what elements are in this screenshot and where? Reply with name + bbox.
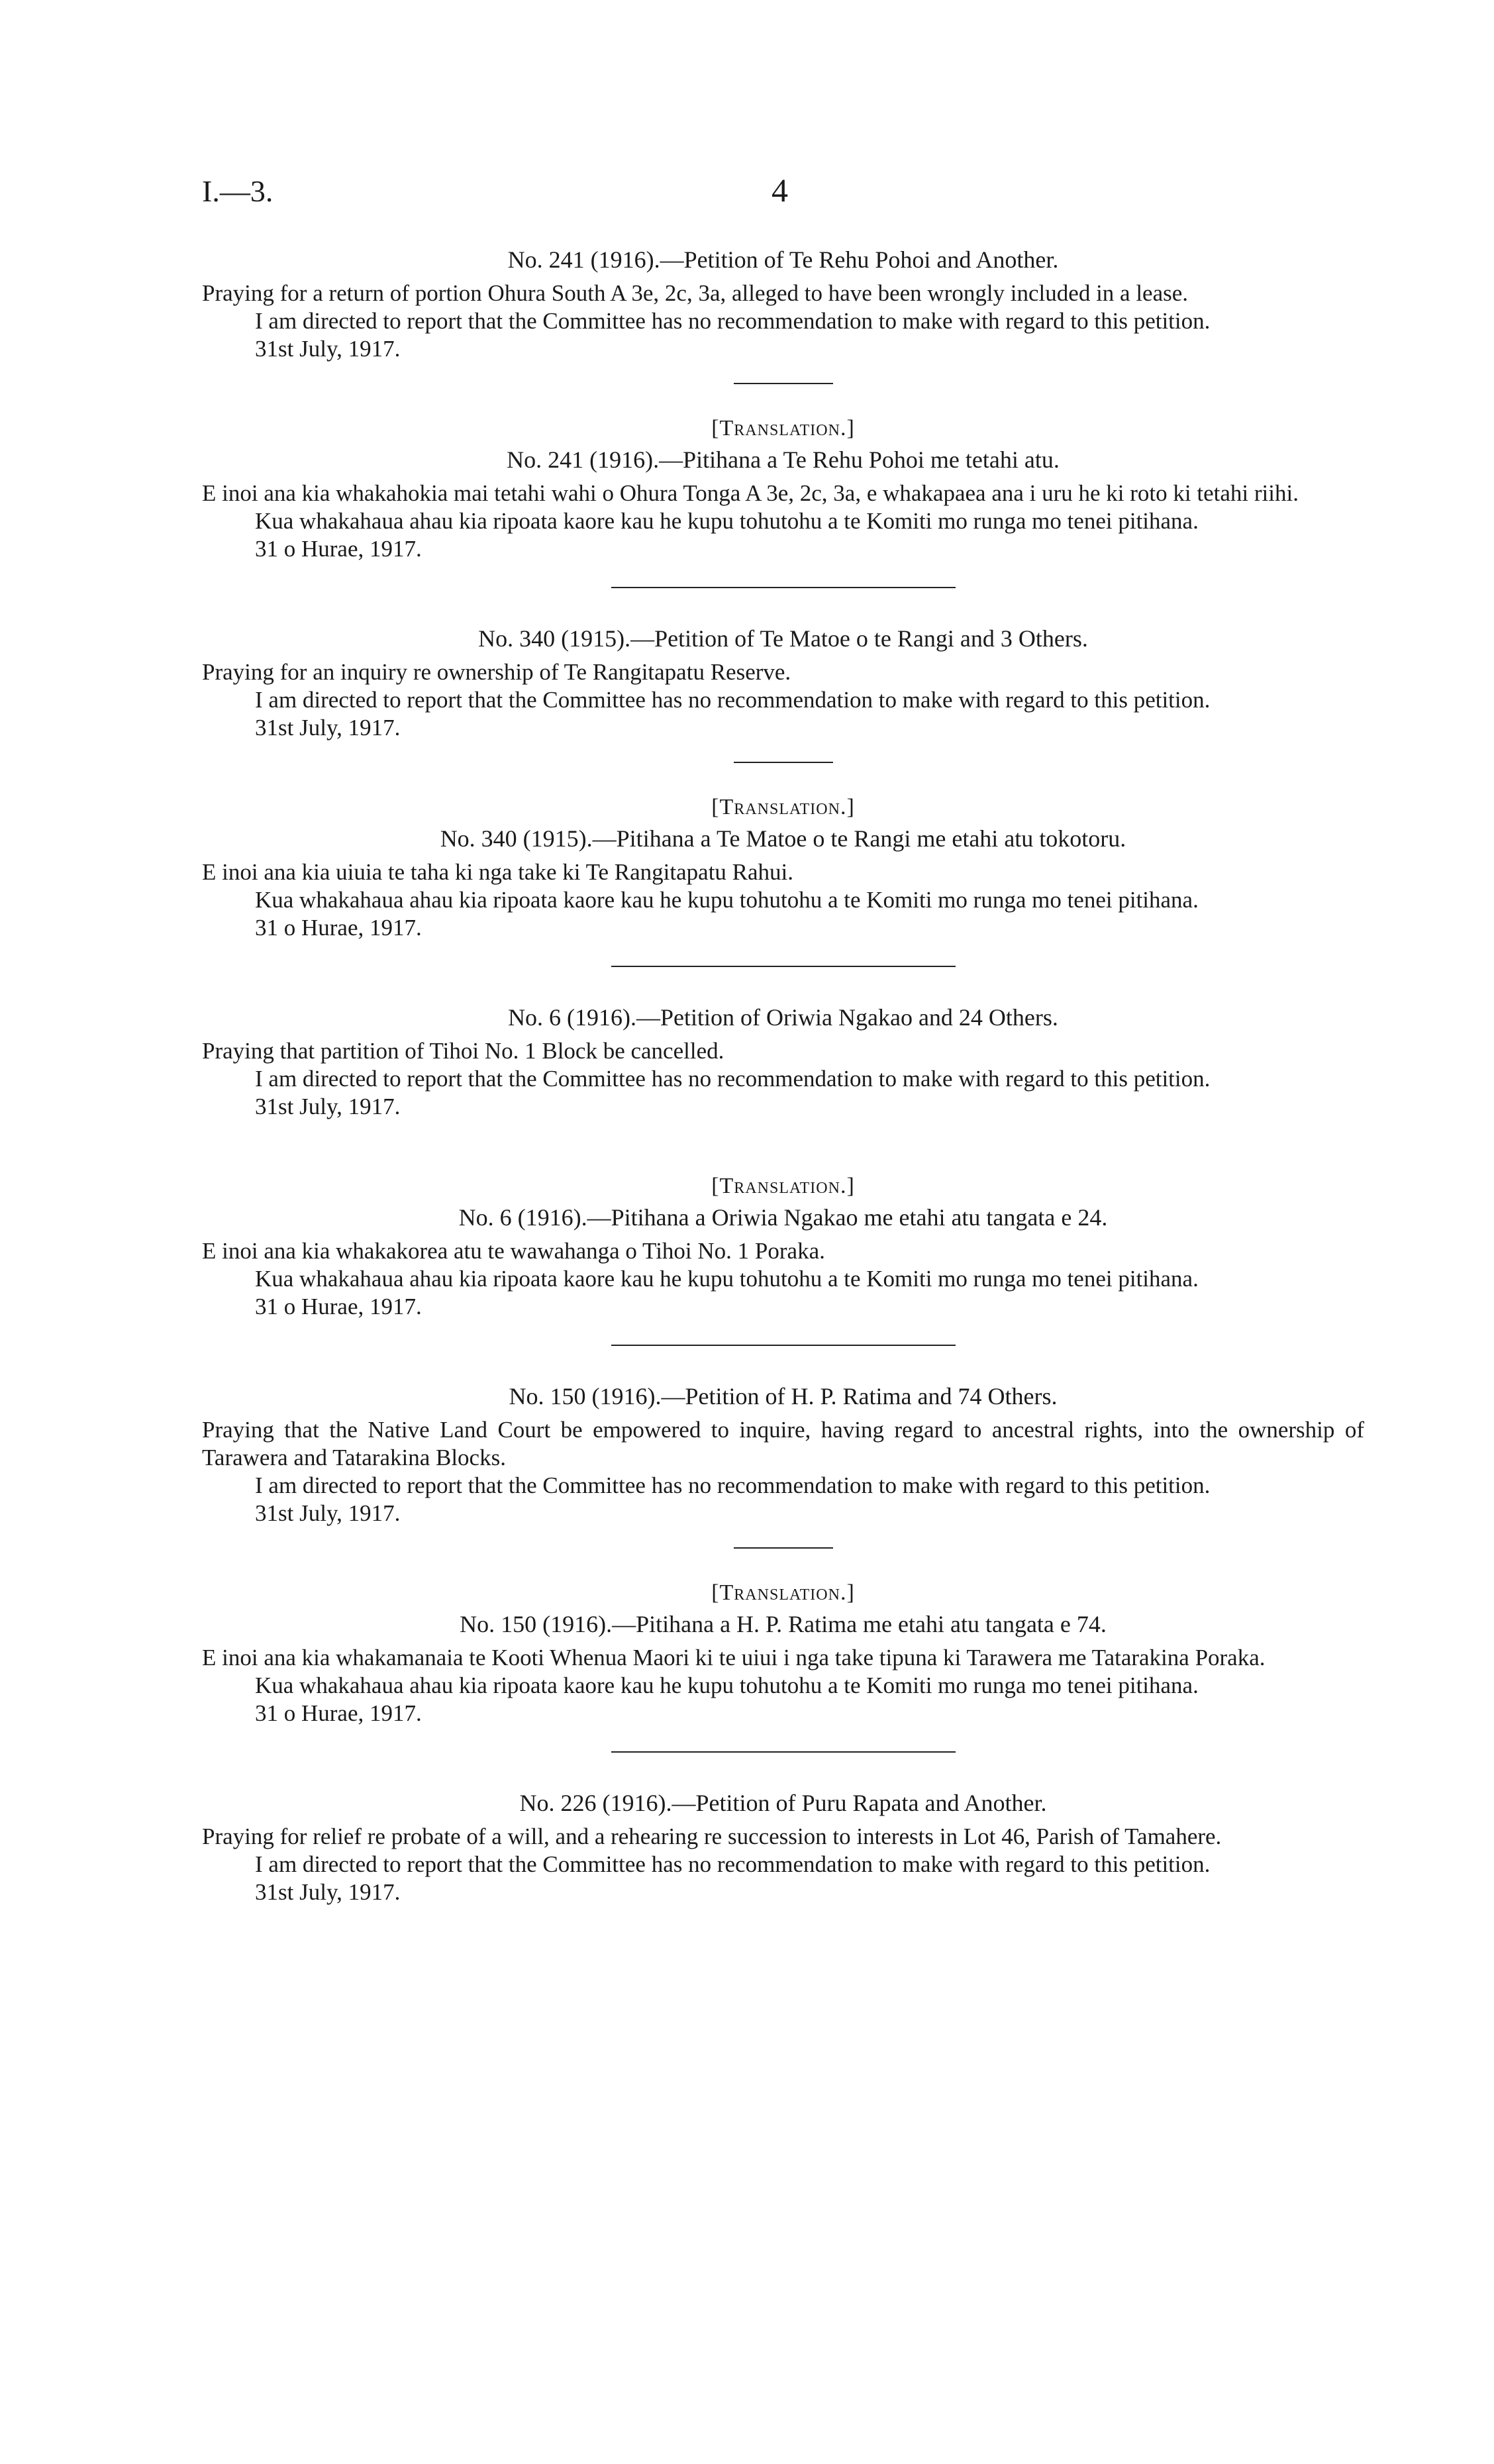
petition-title: No. 226 (1916).—Petition of Puru Rapata and Another. [519, 1790, 1047, 1816]
translation-report: Kua whakahaua ahau kia ripoata kaore kau he kupu tohutohu a te Komiti mo runga mo tenei pitihana. [255, 1266, 1199, 1292]
document-body [202, 245, 1364, 1906]
translation-label: [Translation.] [711, 416, 855, 440]
petition-6-translation [202, 1172, 1364, 1321]
petition-150-english [202, 1382, 1364, 1527]
petition-date: 31st July, 1917. [255, 715, 401, 741]
petition-6-english [202, 1003, 1364, 1121]
petition-241-english [202, 245, 1364, 363]
petition-title: No. 150 (1916).—Petition of H. P. Ratima and 74 Others. [509, 1383, 1058, 1410]
petition-340-english [202, 624, 1364, 742]
petition-report: I am directed to report that the Committee has no recommendation to make with regard to this petition. [255, 1066, 1211, 1092]
petition-report: I am directed to report that the Committee has no recommendation to make with regard to this petition. [255, 1472, 1211, 1498]
translation-praying: E inoi ana kia uiuia te taha ki nga take ki Te Rangitapatu Rahui. [202, 859, 794, 885]
petition-praying: Praying that partition of Tihoi No. 1 Block be cancelled. [202, 1038, 724, 1064]
translation-title: No. 241 (1916).—Pitihana a Te Rehu Pohoi me tetahi atu. [507, 446, 1060, 473]
petition-praying: Praying for an inquiry re ownership of Te Rangitapatu Reserve. [202, 659, 791, 685]
translation-title: No. 6 (1916).—Pitihana a Oriwia Ngakao me etahi atu tangata e 24. [458, 1204, 1108, 1231]
translation-report: Kua whakahaua ahau kia ripoata kaore kau he kupu tohutohu a te Komiti mo runga mo tenei pitihana. [255, 887, 1199, 913]
translation-praying: E inoi ana kia whakahokia mai tetahi wahi o Ohura Tonga A 3e, 2c, 3a, e whakapaea ana i uru he ki roto ki tetahi riihi. [202, 480, 1299, 506]
section-divider [734, 762, 833, 763]
translation-praying: E inoi ana kia whakakorea atu te wawahanga o Tihoi No. 1 Poraka. [202, 1238, 825, 1264]
petition-title: No. 6 (1916).—Petition of Oriwia Ngakao and 24 Others. [508, 1004, 1058, 1031]
section-divider [734, 1141, 833, 1142]
petition-340-translation [202, 794, 1364, 942]
translation-title: No. 340 (1915).—Pitihana a Te Matoe o te Rangi me etahi atu tokotoru. [440, 825, 1126, 852]
section-divider [611, 587, 956, 588]
translation-date: 31 o Hurae, 1917. [255, 915, 422, 941]
translation-label: [Translation.] [711, 1174, 855, 1198]
petition-226-english [202, 1788, 1364, 1906]
section-divider [611, 1751, 956, 1753]
section-divider [734, 383, 833, 384]
section-divider [611, 966, 956, 967]
petition-praying: Praying for relief re probate of a will, and a rehearing re succession to interests in Lot 46, Parish of Tamahere. [202, 1823, 1222, 1849]
page-number: 4 [772, 172, 788, 209]
petition-praying: Praying for a return of portion Ohura South A 3e, 2c, 3a, alleged to have been wrongly included in a lease. [202, 280, 1189, 306]
section-divider [611, 1345, 956, 1346]
petition-date: 31st July, 1917. [255, 1500, 401, 1526]
document-reference: I.—3. [202, 174, 274, 208]
petition-date: 31st July, 1917. [255, 1879, 401, 1905]
petition-praying: Praying that the Native Land Court be empowered to inquire, having regard to ancestral rights, into the ownership of Tarawera and Tatarakina Blocks. [202, 1417, 1364, 1470]
translation-praying: E inoi ana kia whakamanaia te Kooti Whenua Maori ki te uiui i nga take tipuna ki Tarawera me Tatarakina Poraka. [202, 1645, 1266, 1670]
translation-label: [Translation.] [711, 795, 855, 819]
petition-date: 31st July, 1917. [255, 336, 401, 362]
petition-date: 31st July, 1917. [255, 1094, 401, 1119]
petition-title: No. 340 (1915).—Petition of Te Matoe o te Rangi and 3 Others. [478, 625, 1088, 652]
translation-date: 31 o Hurae, 1917. [255, 536, 422, 562]
translation-date: 31 o Hurae, 1917. [255, 1294, 422, 1319]
petition-title: No. 241 (1916).—Petition of Te Rehu Pohoi and Another. [507, 246, 1059, 273]
translation-title: No. 150 (1916).—Pitihana a H. P. Ratima me etahi atu tangata e 74. [460, 1611, 1107, 1637]
petition-241-translation [202, 415, 1364, 563]
translation-report: Kua whakahaua ahau kia ripoata kaore kau he kupu tohutohu a te Komiti mo runga mo tenei pitihana. [255, 1672, 1199, 1698]
page-header [202, 174, 1374, 220]
petition-report: I am directed to report that the Committee has no recommendation to make with regard to this petition. [255, 687, 1211, 713]
petition-150-translation [202, 1579, 1364, 1727]
translation-report: Kua whakahaua ahau kia ripoata kaore kau he kupu tohutohu a te Komiti mo runga mo tenei pitihana. [255, 508, 1199, 534]
translation-date: 31 o Hurae, 1917. [255, 1700, 422, 1726]
petition-report: I am directed to report that the Committee has no recommendation to make with regard to this petition. [255, 308, 1211, 334]
section-divider [734, 1547, 833, 1549]
petition-report: I am directed to report that the Committee has no recommendation to make with regard to this petition. [255, 1851, 1211, 1877]
translation-label: [Translation.] [711, 1580, 855, 1605]
